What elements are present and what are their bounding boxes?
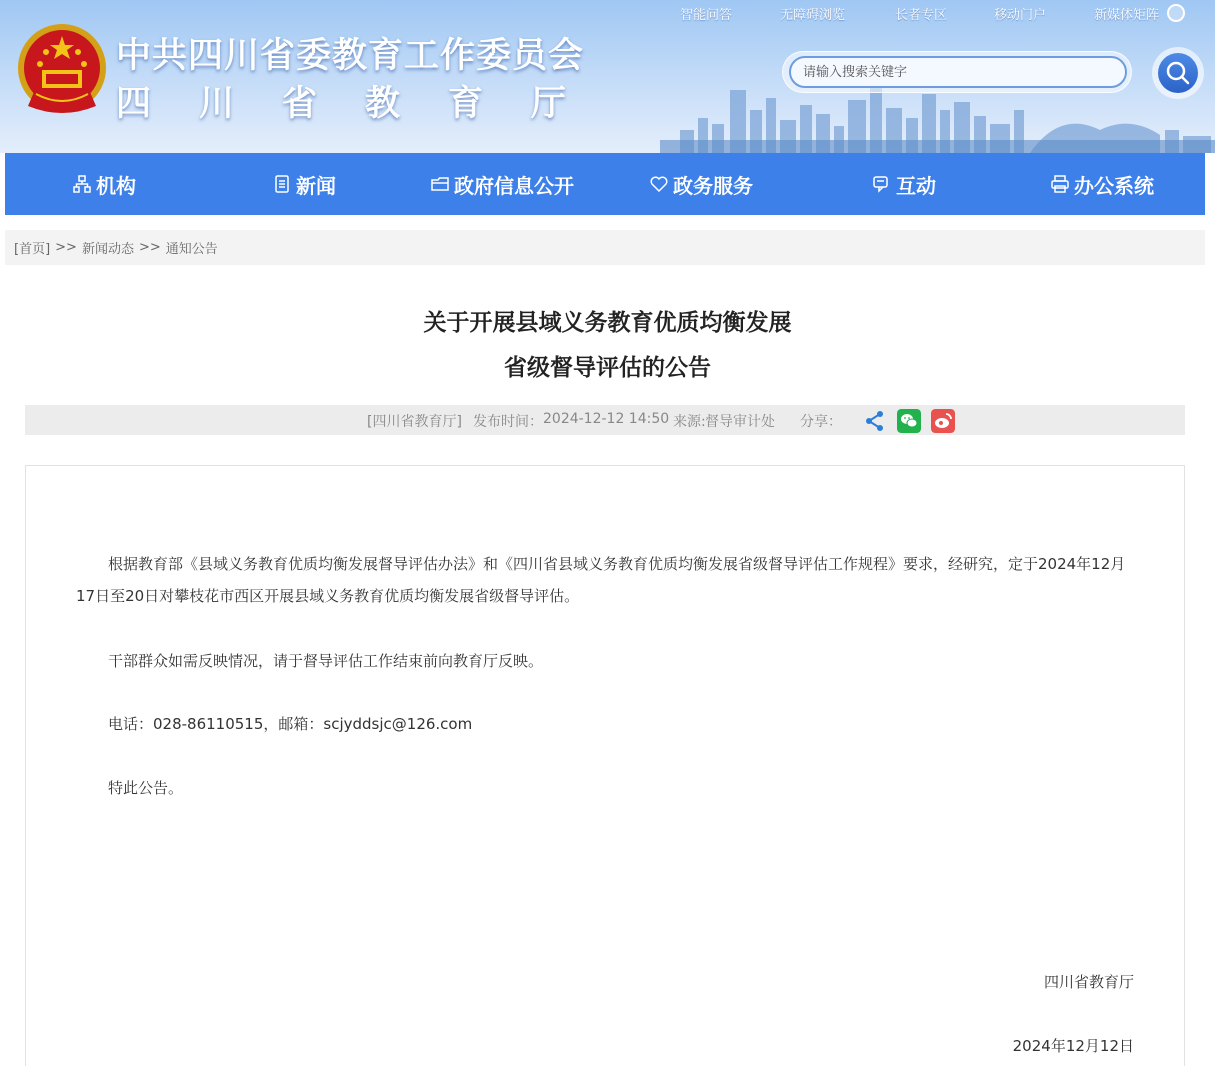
breadcrumb-separator: >>	[55, 240, 77, 255]
article-meta-bar	[25, 405, 1185, 435]
main-nav	[5, 153, 1205, 215]
nav-label: 政府信息公开	[454, 173, 574, 198]
site-title-sub	[116, 76, 566, 126]
nav-label: 新闻	[296, 173, 336, 198]
nav-item-office-system[interactable]	[1051, 153, 1154, 215]
article-paragraph-4: 特此公告。	[108, 779, 184, 797]
search-button[interactable]	[1152, 47, 1204, 99]
breadcrumb-notice[interactable]: 通知公告	[165, 242, 218, 257]
printer-icon	[1051, 175, 1069, 193]
site-title-main: 中共四川省委教育工作委员会	[116, 36, 585, 76]
top-link-smart-qa[interactable]: 智能问答	[680, 8, 733, 23]
meta-source-org: [四川省教育厅]	[367, 414, 462, 430]
search-box	[782, 51, 1132, 93]
top-link-accessibility[interactable]: 无障碍浏览	[780, 8, 846, 23]
nav-item-organization[interactable]	[73, 153, 136, 215]
article-paragraph-2: 干部群众如需反映情况，请于督导评估工作结束前向教育厅反映。	[108, 652, 544, 670]
search-input[interactable]	[789, 56, 1127, 88]
search-icon	[1158, 53, 1198, 93]
nav-item-news[interactable]	[273, 153, 336, 215]
article-signature: 四川省教育厅	[1043, 973, 1134, 991]
share-icon[interactable]	[863, 409, 887, 433]
org-chart-icon	[73, 175, 91, 193]
title-sub-char: 教	[364, 84, 400, 124]
new-media-icon[interactable]	[1167, 4, 1185, 22]
breadcrumb-home[interactable]: [首页]	[14, 242, 51, 257]
news-icon	[273, 175, 291, 193]
national-emblem-logo	[16, 22, 108, 118]
weibo-icon[interactable]	[931, 409, 955, 433]
chat-bubble-icon	[873, 175, 891, 193]
article-title-line-2: 省级督导评估的公告	[504, 355, 711, 381]
heart-hand-icon	[650, 175, 668, 193]
breadcrumb-separator: >>	[138, 240, 161, 255]
title-sub-char: 川	[198, 84, 234, 124]
breadcrumb	[5, 230, 1205, 265]
article-date: 2024年12月12日	[1012, 1037, 1134, 1055]
title-sub-char: 厅	[530, 84, 566, 124]
title-sub-char: 四	[116, 84, 152, 124]
top-link-elderly[interactable]: 长者专区	[895, 8, 948, 23]
top-links-bar	[650, 4, 1210, 24]
title-sub-char: 省	[281, 84, 317, 124]
open-folder-icon	[431, 175, 449, 193]
meta-share-label: 分享：	[800, 414, 842, 430]
nav-label: 政务服务	[673, 173, 753, 198]
nav-label: 互动	[896, 173, 936, 198]
nav-label: 办公系统	[1074, 173, 1154, 198]
wechat-icon[interactable]	[897, 409, 921, 433]
meta-publish-time: 2024-12-12 14:50	[543, 411, 670, 427]
meta-source: 督导审计处	[705, 414, 775, 430]
nav-label: 机构	[96, 173, 136, 198]
top-link-mobile[interactable]: 移动门户	[994, 8, 1047, 23]
article-title-line-1: 关于开展县域义务教育优质均衡发展	[423, 310, 792, 336]
meta-publish-label: 发布时间：	[473, 414, 543, 430]
top-link-new-media[interactable]: 新媒体矩阵	[1094, 8, 1160, 23]
nav-item-gov-service[interactable]	[650, 153, 753, 215]
article-paragraph-3: 电话：028-86110515，邮箱：scjyddsjc@126.com	[108, 715, 473, 733]
nav-item-interaction[interactable]	[873, 153, 936, 215]
title-sub-char: 育	[447, 84, 483, 124]
site-header	[0, 0, 1215, 153]
breadcrumb-news[interactable]: 新闻动态	[81, 242, 134, 257]
nav-item-gov-info[interactable]	[431, 153, 574, 215]
search-button-inner	[1158, 53, 1198, 93]
meta-source-label: 来源:	[673, 414, 706, 430]
article-paragraph-1: 根据教育部《县域义务教育优质均衡发展督导评估办法》和《四川省县域义务教育优质均衡发展省级督导评估工作规程》要求，经研究，定于2024年12月17日至20日对攀枝花市西区开展县域义务教育优质均衡发展省级督导评估。	[76, 555, 1126, 605]
